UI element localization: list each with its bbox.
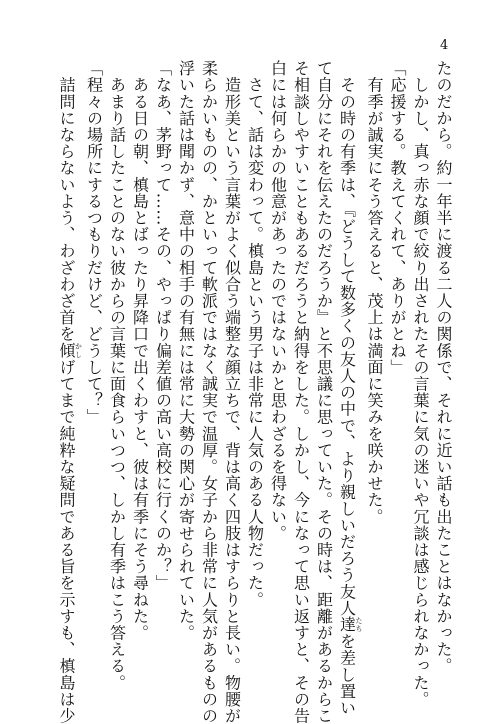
ruby-reading: かし bbox=[74, 342, 83, 359]
text-line: 造形美という言葉がよく似合う端整な顔立ちで、背は高く四肢はすらりと長い。物腰が bbox=[222, 60, 242, 724]
text-line: あまり話したことのない彼からの言葉に面食らいつつ、しかし有季はこう答える。 bbox=[107, 60, 127, 691]
page-number: 4 bbox=[440, 38, 449, 53]
text-line: 「応援する。教えてくれて、ありがとね」 bbox=[388, 60, 407, 376]
ruby-annotation: 達たち bbox=[337, 616, 363, 634]
text-line: たのだから。約一年半に渡る二人の関係で、それに近い話も出たことはなかった。 bbox=[434, 60, 453, 675]
text-line: 詰問にならないよう、わざわざ首を傾かしげてまで純粋な疑問である旨を示すも、槙島は少 bbox=[57, 60, 83, 724]
text-line: ある日の朝、槙島とばったり昇降口で出くわすと、彼は有季にそう尋ねた。 bbox=[130, 60, 150, 641]
text-line: 有季が誠実にそう答えると、茂上は満面に笑みを咲かせた。 bbox=[365, 60, 384, 525]
ruby-annotation: 傾かし bbox=[57, 342, 83, 359]
text-line: 「なあ、茅野って……その、やっぱり偏差値の高い高校に行くのか？」 bbox=[153, 60, 173, 592]
ruby-reading: たち bbox=[355, 616, 363, 633]
text-line: 浮いた話は聞かず、意中の相手の有無には常に大勢の関心が寄せられていた。 bbox=[176, 60, 196, 641]
text-line: 白には何らかの他意があったのではないかと思わざるを得ない。 bbox=[268, 60, 288, 542]
text-line: そ相談しやすいこともあるだろうと納得をした。しかし、今になって思い返すと、その告 bbox=[291, 60, 311, 724]
text-line: その時の有季は、『どうして数多くの友人の中で、より親しいだろう友人達たちを差し置い bbox=[337, 60, 363, 717]
text-line: て自分にそれを伝えたのだろうか』と不思議に思っていた。その時は、距離があるからこ bbox=[314, 60, 334, 724]
text-line: さて、話は変わって。槙島という男子は非常に人気のある人物だった。 bbox=[245, 60, 265, 608]
vertical-text-block bbox=[50, 60, 455, 724]
text-line: 柔らかいものの、かといって軟派ではなく誠実で温厚。女子から非常に人気があるものの bbox=[199, 60, 219, 724]
text-line: 「程々の場所にするつもりだけど、どうして？」 bbox=[84, 60, 104, 426]
text-line: しかし、真っ赤な顔で絞り出されたその言葉に気の迷いや冗談は感じられなかった。 bbox=[411, 60, 430, 708]
